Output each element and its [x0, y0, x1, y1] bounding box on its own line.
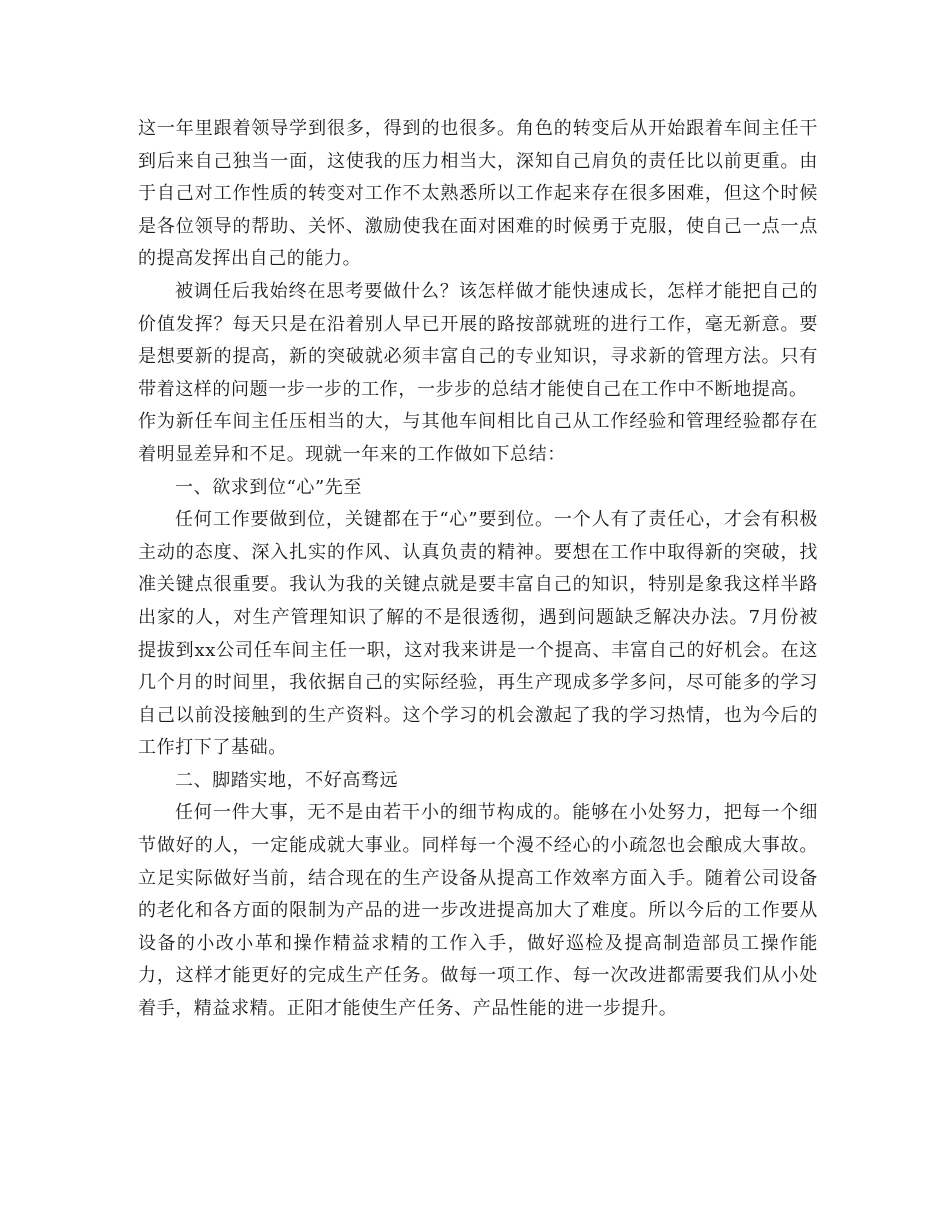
section-heading-2: 二、脚踏实地，不好高骛远 [175, 769, 399, 791]
section-heading-1: 一、欲求到位“心”先至 [175, 476, 363, 498]
document-body [138, 113, 818, 1026]
paragraph-5: 任何一件大事，无不是由若干小的细节构成的。能够在小处努力，把每一个细节做好的人，一定能成就大事业。同样每一个漫不经心的小疏忽也会酿成大事故。立足实际做好当前，结合现在的生产设备从提高工作效率方面入手。随着公司设备的老化和各方面的限制为产品的进一步改进提高加大了难度。所以今后的工作要从设备的小改小革和操作精益求精的工作入手，做好巡检及提高制造部员工操作能力，这样才能更好的完成生产任务。做每一项工作、每一次改进都需要我们从小处着手，精益求精。正阳才能使生产任务、产品性能的进一步提升。 [138, 802, 818, 1020]
paragraph-3: 作为新任车间主任压相当的大，与其他车间相比自己从工作经验和管理经验都存在着明显差异和不足。现就一年来的工作做如下总结： [138, 411, 818, 465]
paragraph-2: 被调任后我始终在思考要做什么？该怎样做才能快速成长，怎样才能把自己的价值发挥？每天只是在沿着别人早已开展的路按部就班的进行工作，毫无新意。要是想要新的提高，新的突破就必须丰富自己的专业知识，寻求新的管理方法。只有带着这样的问题一步一步的工作，一步步的总结才能使自己在工作中不断地提高。 [138, 280, 818, 400]
paragraph-4: 任何工作要做到位，关键都在于“心”要到位。一个人有了责任心，才会有积极主动的态度、深入扎实的作风、认真负责的精神。要想在工作中取得新的突破，找准关键点很重要。我认为我的关键点就是要丰富自己的知识，特别是象我这样半路出家的人，对生产管理知识了解的不是很透彻，遇到问题缺乏解决办法。7月份被提拔到xx公司任车间主任一职，这对我来讲是一个提高、丰富自己的好机会。在这几个月的时间里，我依据自己的实际经验，再生产现成多学多问，尽可能多的学习自己以前没接触到的生产资料。这个学习的机会激起了我的学习热情，也为今后的工作打下了基础。 [138, 509, 818, 759]
paragraph-1: 这一年里跟着领导学到很多，得到的也很多。角色的转变后从开始跟着车间主任干到后来自己独当一面，这使我的压力相当大，深知自己肩负的责任比以前更重。由于自己对工作性质的转变对工作不太熟悉所以工作起来存在很多困难，但这个时候是各位领导的帮助、关怀、激励使我在面对困难的时候勇于克服，使自己一点一点的提高发挥出自己的能力。 [138, 118, 818, 270]
